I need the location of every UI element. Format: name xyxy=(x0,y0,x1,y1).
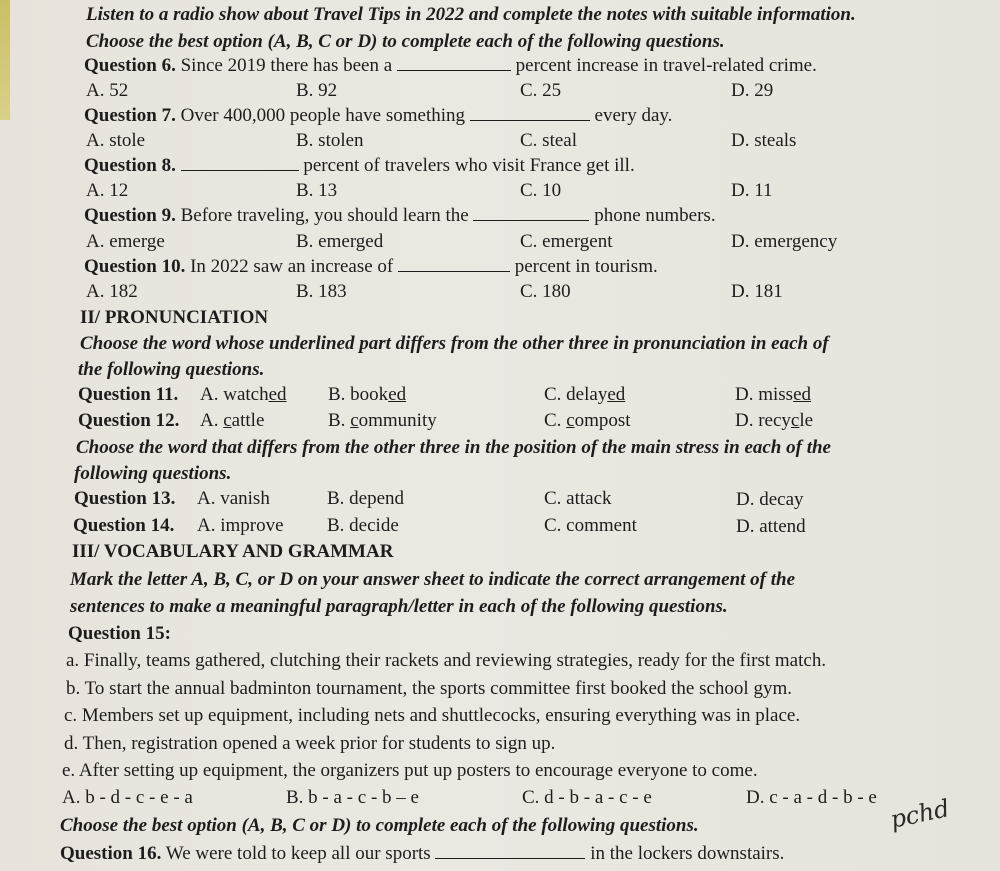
intro-line-2: Choose the best option (A, B, C or D) to complete each of the following questions. xyxy=(86,31,725,52)
underlined-part: c xyxy=(350,410,359,431)
q15-sentence-d: d. Then, registration opened a week prior for students to sign up. xyxy=(64,733,556,754)
q12-option-b: B. community xyxy=(328,410,437,431)
question-11-label: Question 11. xyxy=(78,384,179,405)
q6-option-b: B. 92 xyxy=(296,80,338,101)
q9-option-b: B. emerged xyxy=(296,231,384,252)
question-10-blank xyxy=(398,257,510,272)
q12-option-d: D. recycle xyxy=(735,410,814,431)
underlined-part: ed xyxy=(388,384,407,405)
question-7-pre: Over 400,000 people have something xyxy=(180,105,466,126)
question-13-label: Question 13. xyxy=(74,488,176,509)
question-9-blank xyxy=(473,206,589,221)
question-16-pre: We were told to keep all our sports xyxy=(165,843,431,864)
final-instruction: Choose the best option (A, B, C or D) to complete each of the following questions. xyxy=(60,815,699,836)
q10-option-c: C. 180 xyxy=(520,281,571,302)
question-12-label: Question 12. xyxy=(78,410,180,431)
q15-option-c: C. d - b - a - c - e xyxy=(522,787,652,808)
question-6-pre: Since 2019 there has been a xyxy=(180,55,393,76)
underlined-part: c xyxy=(223,410,232,431)
q8-option-b: B. 13 xyxy=(296,180,338,201)
question-7 xyxy=(84,105,672,127)
q11-option-b: B. booked xyxy=(328,384,407,405)
question-10-post: percent in tourism. xyxy=(514,256,658,277)
q11-option-c: C. delayed xyxy=(544,384,626,405)
q9-option-c: C. emergent xyxy=(520,231,613,252)
question-8-label: Question 8. xyxy=(84,155,176,176)
question-8-blank xyxy=(181,156,299,171)
intro-line-1: Listen to a radio show about Travel Tips in 2022 and complete the notes with suitable information. xyxy=(86,4,856,25)
q7-option-d: D. steals xyxy=(731,130,797,151)
q15-option-d: D. c - a - d - b - e xyxy=(746,787,877,808)
question-16-label: Question 16. xyxy=(60,843,162,864)
q7-option-b: B. stolen xyxy=(296,130,364,151)
q8-option-a: A. 12 xyxy=(86,180,129,201)
q13-option-b: B. depend xyxy=(327,488,405,509)
q9-option-d: D. emergency xyxy=(731,231,838,252)
question-9-post: phone numbers. xyxy=(594,205,716,226)
underlined-part: ed xyxy=(268,384,287,405)
q10-option-b: B. 183 xyxy=(296,281,347,302)
q8-option-d: D. 11 xyxy=(731,180,773,201)
q14-option-c: C. comment xyxy=(544,515,637,536)
q15-sentence-a: a. Finally, teams gathered, clutching their rackets and reviewing strategies, ready for the first match. xyxy=(66,650,827,671)
question-6-label: Question 6. xyxy=(84,55,176,76)
arrangement-instruction-1: Mark the letter A, B, C, or D on your answer sheet to indicate the correct arrangement of the xyxy=(70,569,796,590)
underlined-part: ed xyxy=(607,384,626,405)
question-15-label: Question 15: xyxy=(68,623,171,644)
question-10-label: Question 10. xyxy=(84,256,186,277)
q6-option-a: A. 52 xyxy=(86,80,129,101)
q6-option-c: C. 25 xyxy=(520,80,562,101)
q13-option-c: C. attack xyxy=(544,488,612,509)
question-8-post: percent of travelers who visit France get ill. xyxy=(303,155,635,176)
q15-sentence-b: b. To start the annual badminton tournament, the sports committee first booked the school gym. xyxy=(66,678,792,699)
question-8 xyxy=(84,155,635,177)
stress-instruction-1: Choose the word that differs from the other three in the position of the main stress in each of the xyxy=(76,437,831,458)
underlined-part: ed xyxy=(793,384,812,405)
underlined-part: c xyxy=(566,410,575,431)
question-14-label: Question 14. xyxy=(73,515,175,536)
question-10 xyxy=(84,256,658,278)
question-6-blank xyxy=(397,56,511,71)
question-7-post: every day. xyxy=(594,105,673,126)
q15-option-b: B. b - a - c - b – e xyxy=(286,787,419,808)
binder-edge xyxy=(0,0,10,120)
q10-option-a: A. 182 xyxy=(86,281,138,302)
handwritten-signature: pchd xyxy=(887,794,952,834)
question-9 xyxy=(84,205,716,227)
q15-sentence-c: c. Members set up equipment, including nets and shuttlecocks, ensuring everything was in place. xyxy=(64,705,801,726)
q10-option-d: D. 181 xyxy=(731,281,783,302)
q12-option-c: C. compost xyxy=(544,410,631,431)
pronunciation-instruction-2: the following questions. xyxy=(78,359,265,380)
question-16-blank xyxy=(435,844,585,859)
question-7-label: Question 7. xyxy=(84,105,176,126)
arrangement-instruction-2: sentences to make a meaningful paragraph/letter in each of the following questions. xyxy=(70,596,728,617)
q15-sentence-e: e. After setting up equipment, the organizers put up posters to encourage everyone to come. xyxy=(62,760,758,781)
question-7-blank xyxy=(470,106,590,121)
underlined-part: c xyxy=(790,410,800,431)
question-6 xyxy=(84,55,817,77)
question-16 xyxy=(60,843,784,865)
q14-option-d: D. attend xyxy=(736,516,806,537)
q11-option-a: A. watched xyxy=(200,384,287,405)
q13-option-d: D. decay xyxy=(736,489,804,510)
q7-option-c: C. steal xyxy=(520,130,577,151)
q14-option-a: A. improve xyxy=(197,515,284,536)
question-16-post: in the lockers downstairs. xyxy=(590,843,785,864)
q14-option-b: B. decide xyxy=(327,515,399,536)
q13-option-a: A. vanish xyxy=(197,488,270,509)
q12-option-a: A. cattle xyxy=(200,410,265,431)
q15-option-a: A. b - d - c - e - a xyxy=(62,787,193,808)
q11-option-d: D. missed xyxy=(735,384,812,405)
q8-option-c: C. 10 xyxy=(520,180,562,201)
question-9-label: Question 9. xyxy=(84,205,176,226)
q9-option-a: A. emerge xyxy=(86,231,165,252)
section-2-heading: II/ PRONUNCIATION xyxy=(80,307,269,328)
q6-option-d: D. 29 xyxy=(731,80,774,101)
question-10-pre: In 2022 saw an increase of xyxy=(190,256,394,277)
question-6-post: percent increase in travel-related crime. xyxy=(515,55,817,76)
section-3-heading: III/ VOCABULARY AND GRAMMAR xyxy=(72,541,394,562)
question-9-pre: Before traveling, you should learn the xyxy=(180,205,469,226)
q7-option-a: A. stole xyxy=(86,130,146,151)
pronunciation-instruction-1: Choose the word whose underlined part differs from the other three in pronunciation in each of xyxy=(80,333,829,354)
stress-instruction-2: following questions. xyxy=(74,463,232,484)
